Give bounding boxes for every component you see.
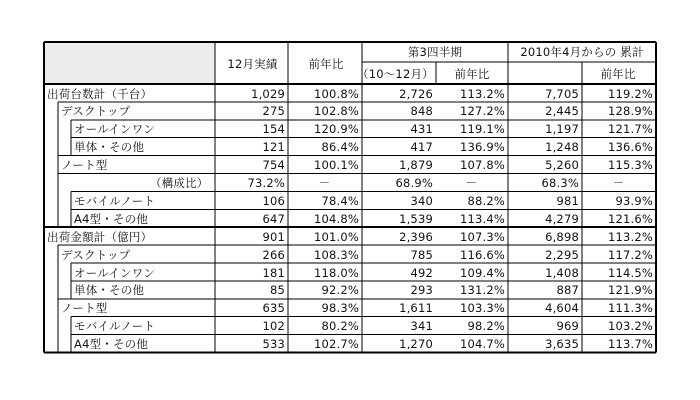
cell-dec: 121 [262,140,285,155]
cell-q3: 68.9% [395,176,433,190]
cell-dec-yoy: 98.3% [321,301,359,316]
cell-cum: 6,898 [545,229,579,244]
row-label: （構成比） [150,176,209,190]
header-cum-title: 2010年4月からの 累計 [520,45,644,59]
cell-dec-yoy: 92.2% [321,283,359,298]
cell-dec: 1,029 [251,86,285,101]
cell-dec: 754 [262,158,285,173]
cell-q3-yoy: 116.6% [459,247,505,262]
cell-q3-yoy: － [465,176,478,190]
row-label: A4型・その他 [74,337,149,352]
cell-cum-yoy: 115.3% [607,158,653,173]
cell-dec-yoy: 104.8% [313,211,359,226]
cell-dec: 181 [262,265,285,280]
cell-q3: 431 [410,122,433,137]
cell-cum: 1,197 [545,122,579,137]
cell-dec-yoy: 102.8% [313,104,359,119]
cell-q3: 417 [410,140,433,155]
cell-cum: 1,408 [545,265,579,280]
cell-cum-yoy: 121.7% [607,122,653,137]
cell-q3-yoy: 107.3% [459,229,505,244]
cell-cum: 4,604 [545,301,579,316]
cell-q3: 492 [410,265,433,280]
cell-q3-yoy: 113.4% [459,211,505,226]
cell-cum: 981 [556,193,579,208]
row-label: オールインワン [74,122,156,137]
cell-cum-yoy: 121.9% [607,283,653,298]
cell-q3-yoy: 98.2% [467,319,505,334]
cell-dec: 102 [262,319,285,334]
cell-cum-yoy: 121.6% [607,211,653,226]
cell-dec-yoy: 118.0% [313,265,359,280]
cell-dec: 266 [262,247,285,262]
cell-dec-yoy: 100.8% [313,86,359,101]
cell-dec: 85 [269,283,285,298]
cell-cum: 1,248 [545,140,579,155]
cell-cum-yoy: 113.7% [607,337,653,352]
cell-q3: 1,879 [399,158,433,173]
cell-dec-yoy: 80.2% [321,319,359,334]
cell-cum-yoy: 136.6% [607,140,653,155]
row-label: 出荷金額計（億円） [47,229,153,244]
header-cell-background [44,42,215,84]
cell-cum: 7,705 [545,86,579,101]
row-label: A4型・その他 [74,211,149,226]
row-label: モバイルノート [74,319,156,334]
cell-cum: 68.3% [541,176,579,190]
cell-cum-yoy: － [612,176,625,190]
cell-q3: 1,539 [399,211,433,226]
cell-dec: 275 [262,104,285,119]
row-label: ノート型 [61,158,108,173]
header-q3-yoy: 前年比 [454,67,490,81]
cell-dec-yoy: 102.7% [313,337,359,352]
cell-dec: 901 [262,229,285,244]
cell-cum-yoy: 114.5% [607,265,653,280]
cell-dec-yoy: － [318,176,331,190]
cell-cum-yoy: 103.2% [607,319,653,334]
cell-q3-yoy: 88.2% [467,193,505,208]
cell-cum: 4,279 [545,211,579,226]
cell-cum-yoy: 119.2% [607,86,653,101]
cell-dec: 106 [262,193,285,208]
header-dec-yoy: 前年比 [308,57,344,71]
cell-q3-yoy: 104.7% [459,337,505,352]
cell-q3: 2,726 [399,86,433,101]
cell-q3-yoy: 119.1% [459,122,505,137]
header-dec-actual: 12月実績 [227,57,278,71]
header-q3-title: 第3四半期 [407,45,463,59]
row-label: オールインワン [74,265,156,280]
cell-q3: 2,396 [399,229,433,244]
cell-q3: 340 [410,193,433,208]
cell-dec-yoy: 86.4% [321,140,359,155]
row-label: ノート型 [61,301,108,316]
row-label: モバイルノート [74,193,156,208]
cell-dec: 533 [262,337,285,352]
cell-dec-yoy: 100.1% [313,158,359,173]
cell-dec-yoy: 78.4% [321,193,359,208]
cell-q3-yoy: 127.2% [459,104,505,119]
cell-cum: 5,260 [545,158,579,173]
cell-cum: 3,635 [545,337,579,352]
cell-cum: 969 [556,319,579,334]
cell-dec: 154 [262,122,285,137]
cell-dec-yoy: 120.9% [313,122,359,137]
cell-dec-yoy: 108.3% [313,247,359,262]
cell-q3: 1,611 [399,301,433,316]
row-label: 単体・その他 [74,140,145,155]
cell-cum-yoy: 128.9% [607,104,653,119]
cell-cum-yoy: 117.2% [607,247,653,262]
cell-q3: 848 [410,104,433,119]
cell-cum: 887 [556,283,579,298]
cell-cum-yoy: 113.2% [607,229,653,244]
cell-cum-yoy: 111.3% [607,301,653,316]
cell-cum: 2,295 [545,247,579,262]
cell-dec: 647 [262,211,285,226]
cell-dec-yoy: 101.0% [313,229,359,244]
cell-q3-yoy: 113.2% [459,86,505,101]
header-q3-sub: （10～12月） [357,67,434,81]
cell-q3: 1,270 [399,337,433,352]
cell-q3-yoy: 136.9% [459,140,505,155]
cell-cum: 2,445 [545,104,579,119]
cell-q3-yoy: 131.2% [459,283,505,298]
cell-dec: 635 [262,301,285,316]
row-label: 出荷台数計（千台） [47,86,153,101]
row-label: デスクトップ [61,104,131,119]
cell-dec: 73.2% [247,176,285,190]
cell-q3-yoy: 103.3% [459,301,505,316]
row-label: デスクトップ [61,247,131,262]
cell-q3: 341 [410,319,433,334]
cell-q3: 293 [410,283,433,298]
cell-q3: 785 [410,247,433,262]
cell-cum-yoy: 93.9% [615,193,653,208]
row-label: 単体・その他 [74,283,145,298]
cell-q3-yoy: 109.4% [459,265,505,280]
cell-q3-yoy: 107.8% [459,158,505,173]
header-cum-yoy: 前年比 [600,67,636,81]
